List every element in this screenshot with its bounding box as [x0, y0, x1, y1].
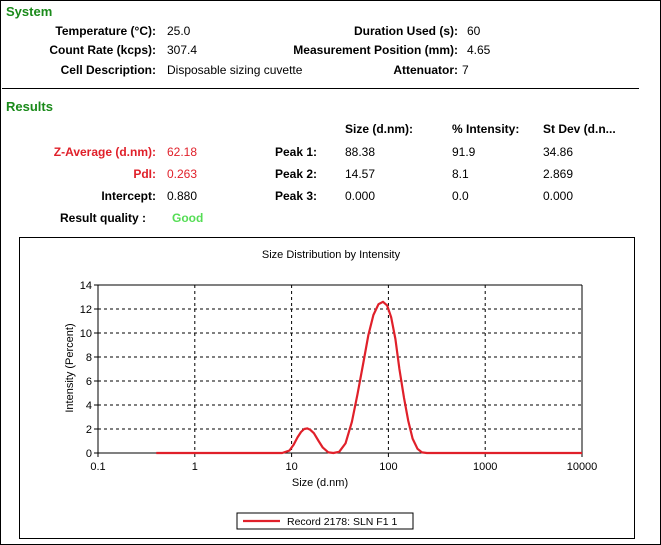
chart-svg [20, 238, 634, 538]
measurement-position-value: 4.65 [467, 43, 491, 57]
z-average-value: 62.18 [167, 145, 198, 159]
x-tick-label: 1000 [472, 461, 498, 473]
y-tick-label: 8 [85, 352, 92, 364]
y-tick-label: 12 [79, 304, 92, 316]
x-tick-label: 1 [191, 461, 198, 473]
peak-3-stdev: 0.000 [543, 189, 574, 203]
count-rate-label: Count Rate (kcps): [49, 43, 156, 57]
temperature-label: Temperature (°C): [55, 24, 156, 38]
peak-2-size: 14.57 [345, 167, 376, 181]
peak-1-label: Peak 1: [274, 145, 317, 159]
peak-3-label: Peak 3: [274, 189, 317, 203]
y-axis-label: Intensity (Percent) [64, 323, 76, 413]
pdi-value: 0.263 [167, 167, 198, 181]
peak-3-size: 0.000 [345, 189, 376, 203]
attenuator-value: 7 [462, 63, 469, 77]
count-rate-value: 307.4 [167, 43, 198, 57]
y-tick-label: 0 [85, 448, 92, 460]
duration-label: Duration Used (s): [353, 24, 458, 38]
y-tick-label: 6 [85, 376, 92, 388]
y-tick-label: 14 [79, 280, 92, 292]
temperature-value: 25.0 [167, 24, 191, 38]
series-line [156, 302, 582, 453]
size-distribution-chart [19, 237, 635, 539]
x-tick-label: 100 [379, 461, 398, 473]
stdev-column-header: St Dev (d.n... [543, 122, 616, 136]
chart-title: Size Distribution by Intensity [261, 249, 401, 261]
pdi-label: PdI: [133, 167, 156, 181]
intensity-column-header: % Intensity: [452, 122, 520, 136]
result-quality-value: Good [172, 211, 204, 225]
x-tick-label: 0.1 [90, 461, 106, 473]
y-tick-label: 10 [79, 328, 92, 340]
peak-2-label: Peak 2: [274, 167, 317, 181]
size-column-header: Size (d.nm): [345, 122, 413, 136]
intercept-label: Intercept: [101, 189, 156, 203]
legend [237, 513, 413, 529]
z-average-label: Z-Average (d.nm): [53, 145, 156, 159]
cell-description-label: Cell Description: [60, 63, 156, 77]
peak-2-intensity: 8.1 [452, 167, 469, 181]
y-tick-label: 2 [85, 424, 92, 436]
measurement-position-label: Measurement Position (mm): [293, 43, 458, 57]
intercept-value: 0.880 [167, 189, 198, 203]
system-title: System [6, 4, 53, 19]
section-divider [2, 88, 639, 89]
peak-1-size: 88.38 [345, 145, 376, 159]
peak-2-stdev: 2.869 [543, 167, 574, 181]
cell-description-value: Disposable sizing cuvette [167, 63, 303, 77]
duration-value: 60 [467, 24, 481, 38]
attenuator-label: Attenuator: [393, 63, 458, 77]
results-title: Results [6, 99, 53, 114]
x-tick-label: 10000 [566, 461, 598, 473]
peak-3-intensity: 0.0 [452, 189, 469, 203]
legend-label: Record 2178: SLN F1 1 [287, 516, 398, 528]
x-axis-label: Size (d.nm) [291, 477, 349, 489]
result-quality-label: Result quality : [60, 211, 147, 225]
peak-1-intensity: 91.9 [452, 145, 476, 159]
peak-1-stdev: 34.86 [543, 145, 574, 159]
x-tick-label: 10 [285, 461, 298, 473]
y-tick-label: 4 [85, 400, 92, 412]
